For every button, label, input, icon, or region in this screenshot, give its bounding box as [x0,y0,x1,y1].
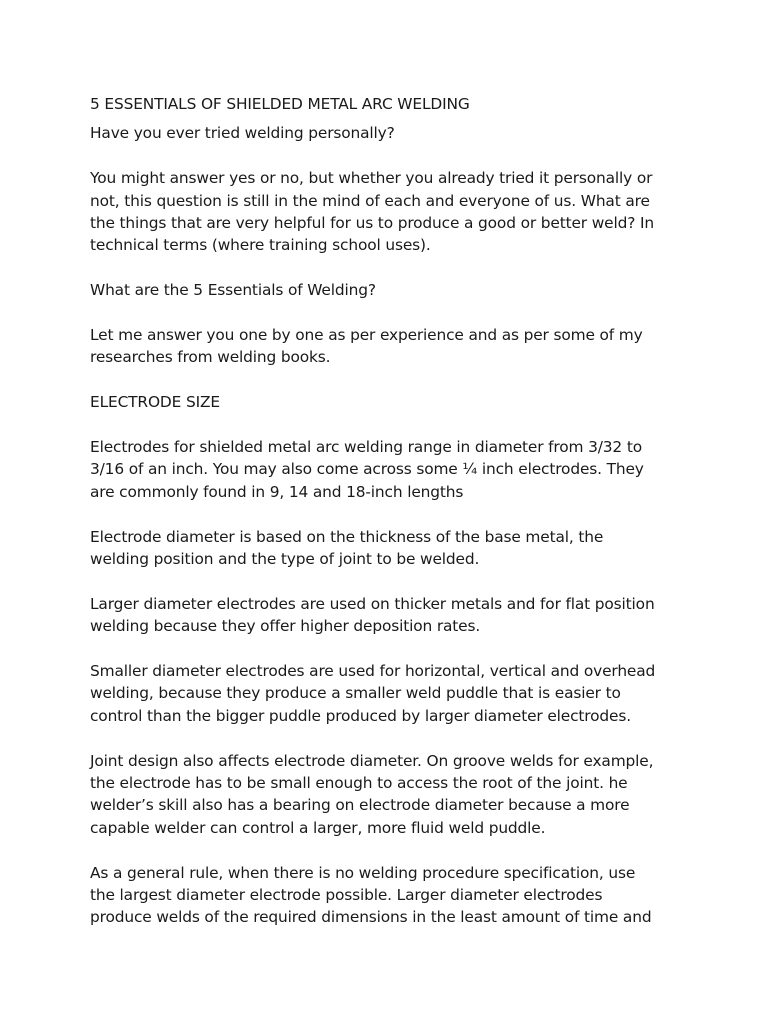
paragraph-intro-answer: You might answer yes or no, but whether you already tried it personally or not, this question is still in the mind of each and everyone of us. What are the things that are very helpful for us to produce a good or better weld? In technical terms (where training school uses). [90,169,654,255]
paragraph-joint-design: Joint design also affects electrode diameter. On groove welds for example, the electrode has to be small enough to access the root of the joint. he welder’s skill also has a bearing on electrode diameter because a more capable welder can control a larger, more fluid weld puddle. [90,751,654,837]
section-heading-electrode-size: ELECTRODE SIZE [90,393,220,412]
paragraph-general-rule: As a general rule, when there is no welding procedure specification, use the largest diameter electrode possible. Larger diameter electrodes produce welds of the required dimensions in the least amount of time and [90,863,652,927]
paragraph-electrode-range: Electrodes for shielded metal arc welding range in diameter from 3/32 to 3/16 of an inch. You may also come across some ¼ inch electrodes. They are commonly found in 9, 14 and 18-inch lengths [90,438,644,501]
paragraph-smaller-diameter: Smaller diameter electrodes are used for horizontal, vertical and overhead welding, because they produce a smaller weld puddle that is easier to control than the bigger puddle produced by larger diameter electrodes. [90,662,656,725]
paragraph-answer-intro: Let me answer you one by one as per experience and as per some of my researches from welding books. [90,326,643,367]
document-body [90,93,690,951]
paragraph-essentials-question: What are the 5 Essentials of Welding? [90,281,376,300]
paragraph-electrode-diameter: Electrode diameter is based on the thickness of the base metal, the welding position and the type of joint to be welded. [90,527,604,569]
paragraph-larger-diameter: Larger diameter electrodes are used on thicker metals and for flat position welding because they offer higher deposition rates. [90,594,655,636]
document-title: 5 ESSENTIALS OF SHIELDED METAL ARC WELDING [90,95,470,113]
paragraph-intro-question: Have you ever tried welding personally? [90,124,395,143]
